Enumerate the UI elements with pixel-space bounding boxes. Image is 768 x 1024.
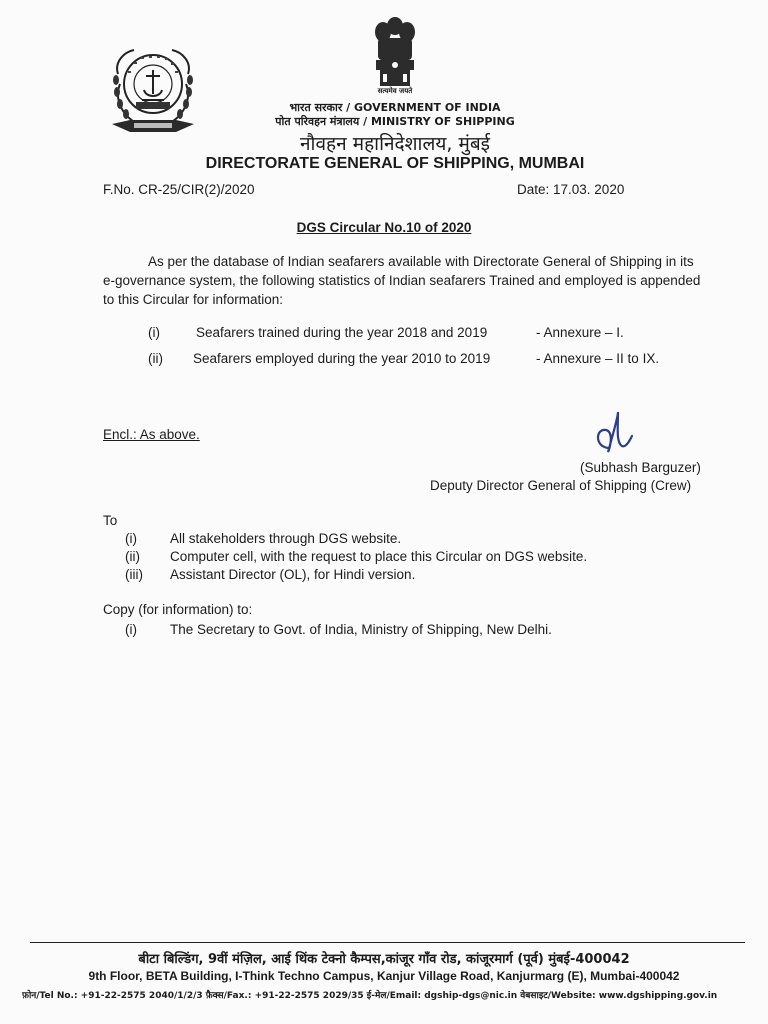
stat-item-annex: - Annexure – I. [536,325,624,340]
file-number: F.No. CR-25/CIR(2)/2020 [103,182,255,197]
signature [588,408,638,460]
emblem-motto: सत्यमेव जयते [377,87,413,95]
copy-item-num: (i) [125,622,137,637]
dept-hindi: नौवहन महानिदेशालय, मुंबई [300,133,490,155]
stat-item-text: Seafarers trained during the year 2018 and 2019 [196,325,488,340]
footer-address-english: 9th Floor, BETA Building, I-Think Techno Campus, Kanjur Village Road, Kanjurmarg (E), Mumbai-400042 [88,969,680,983]
signatory-designation: Deputy Director General of Shipping (Crew) [430,478,692,493]
to-item-num: (i) [125,531,137,546]
dept-english: DIRECTORATE GENERAL OF SHIPPING, MUMBAI [205,155,585,172]
copy-item-text: The Secretary to Govt. of India, Ministry of Shipping, New Delhi. [170,622,552,637]
stat-item-text: Seafarers employed during the year 2010 to 2019 [193,351,491,366]
to-item-num: (ii) [125,549,140,564]
signatory-name: (Subhash Barguzer) [580,460,701,475]
intro-paragraph: As per the database of Indian seafarers available with Directorate General of Shipping in its e-governance system, the following statistics of Indian seafarers Trained and employed is appended to this Circular for information: [103,254,701,307]
stat-item-num: (ii) [148,351,163,366]
footer-contact: फ़ोन/Tel No.: +91-22-2575 2040/1/2/3 फ़ैक्स/Fax.: +91-22-2575 2029/35 ई-मेल/Email: dgship-dgs@nic.in वेबसाइट/Website: www.dgshipping.gov.in [22,991,718,1001]
to-item-text: All stakeholders through DGS website. [170,531,402,546]
to-item-text: Assistant Director (OL), for Hindi version. [170,567,416,582]
ministry-line: पोत परिवहन मंत्रालय / MINISTRY OF SHIPPING [275,115,515,128]
dgs-logo [108,44,198,140]
to-item-text: Computer cell, with the request to place this Circular on DGS website. [170,549,588,564]
stat-item-annex: - Annexure – II to IX. [536,351,660,366]
gov-line: भारत सरकार / GOVERNMENT OF INDIA [289,101,501,114]
circular-title: DGS Circular No.10 of 2020 [296,220,472,235]
to-label: To [103,513,118,528]
to-item-num: (iii) [125,567,143,582]
national-emblem [370,14,420,98]
stat-item-num: (i) [148,325,160,340]
copy-label: Copy (for information) to: [103,602,253,617]
footer-divider [30,942,745,943]
enclosure-note: Encl.: As above. [103,427,200,442]
footer-address-hindi: बीटा बिल्डिंग, 9वीं मंज़िल, आई थिंक टेक्नो कैम्पस,कांजूर गाँव रोड, कांजूरमार्ग (पूर्व) मुंबई-400042 [138,952,630,967]
circular-date: Date: 17.03. 2020 [517,182,625,197]
